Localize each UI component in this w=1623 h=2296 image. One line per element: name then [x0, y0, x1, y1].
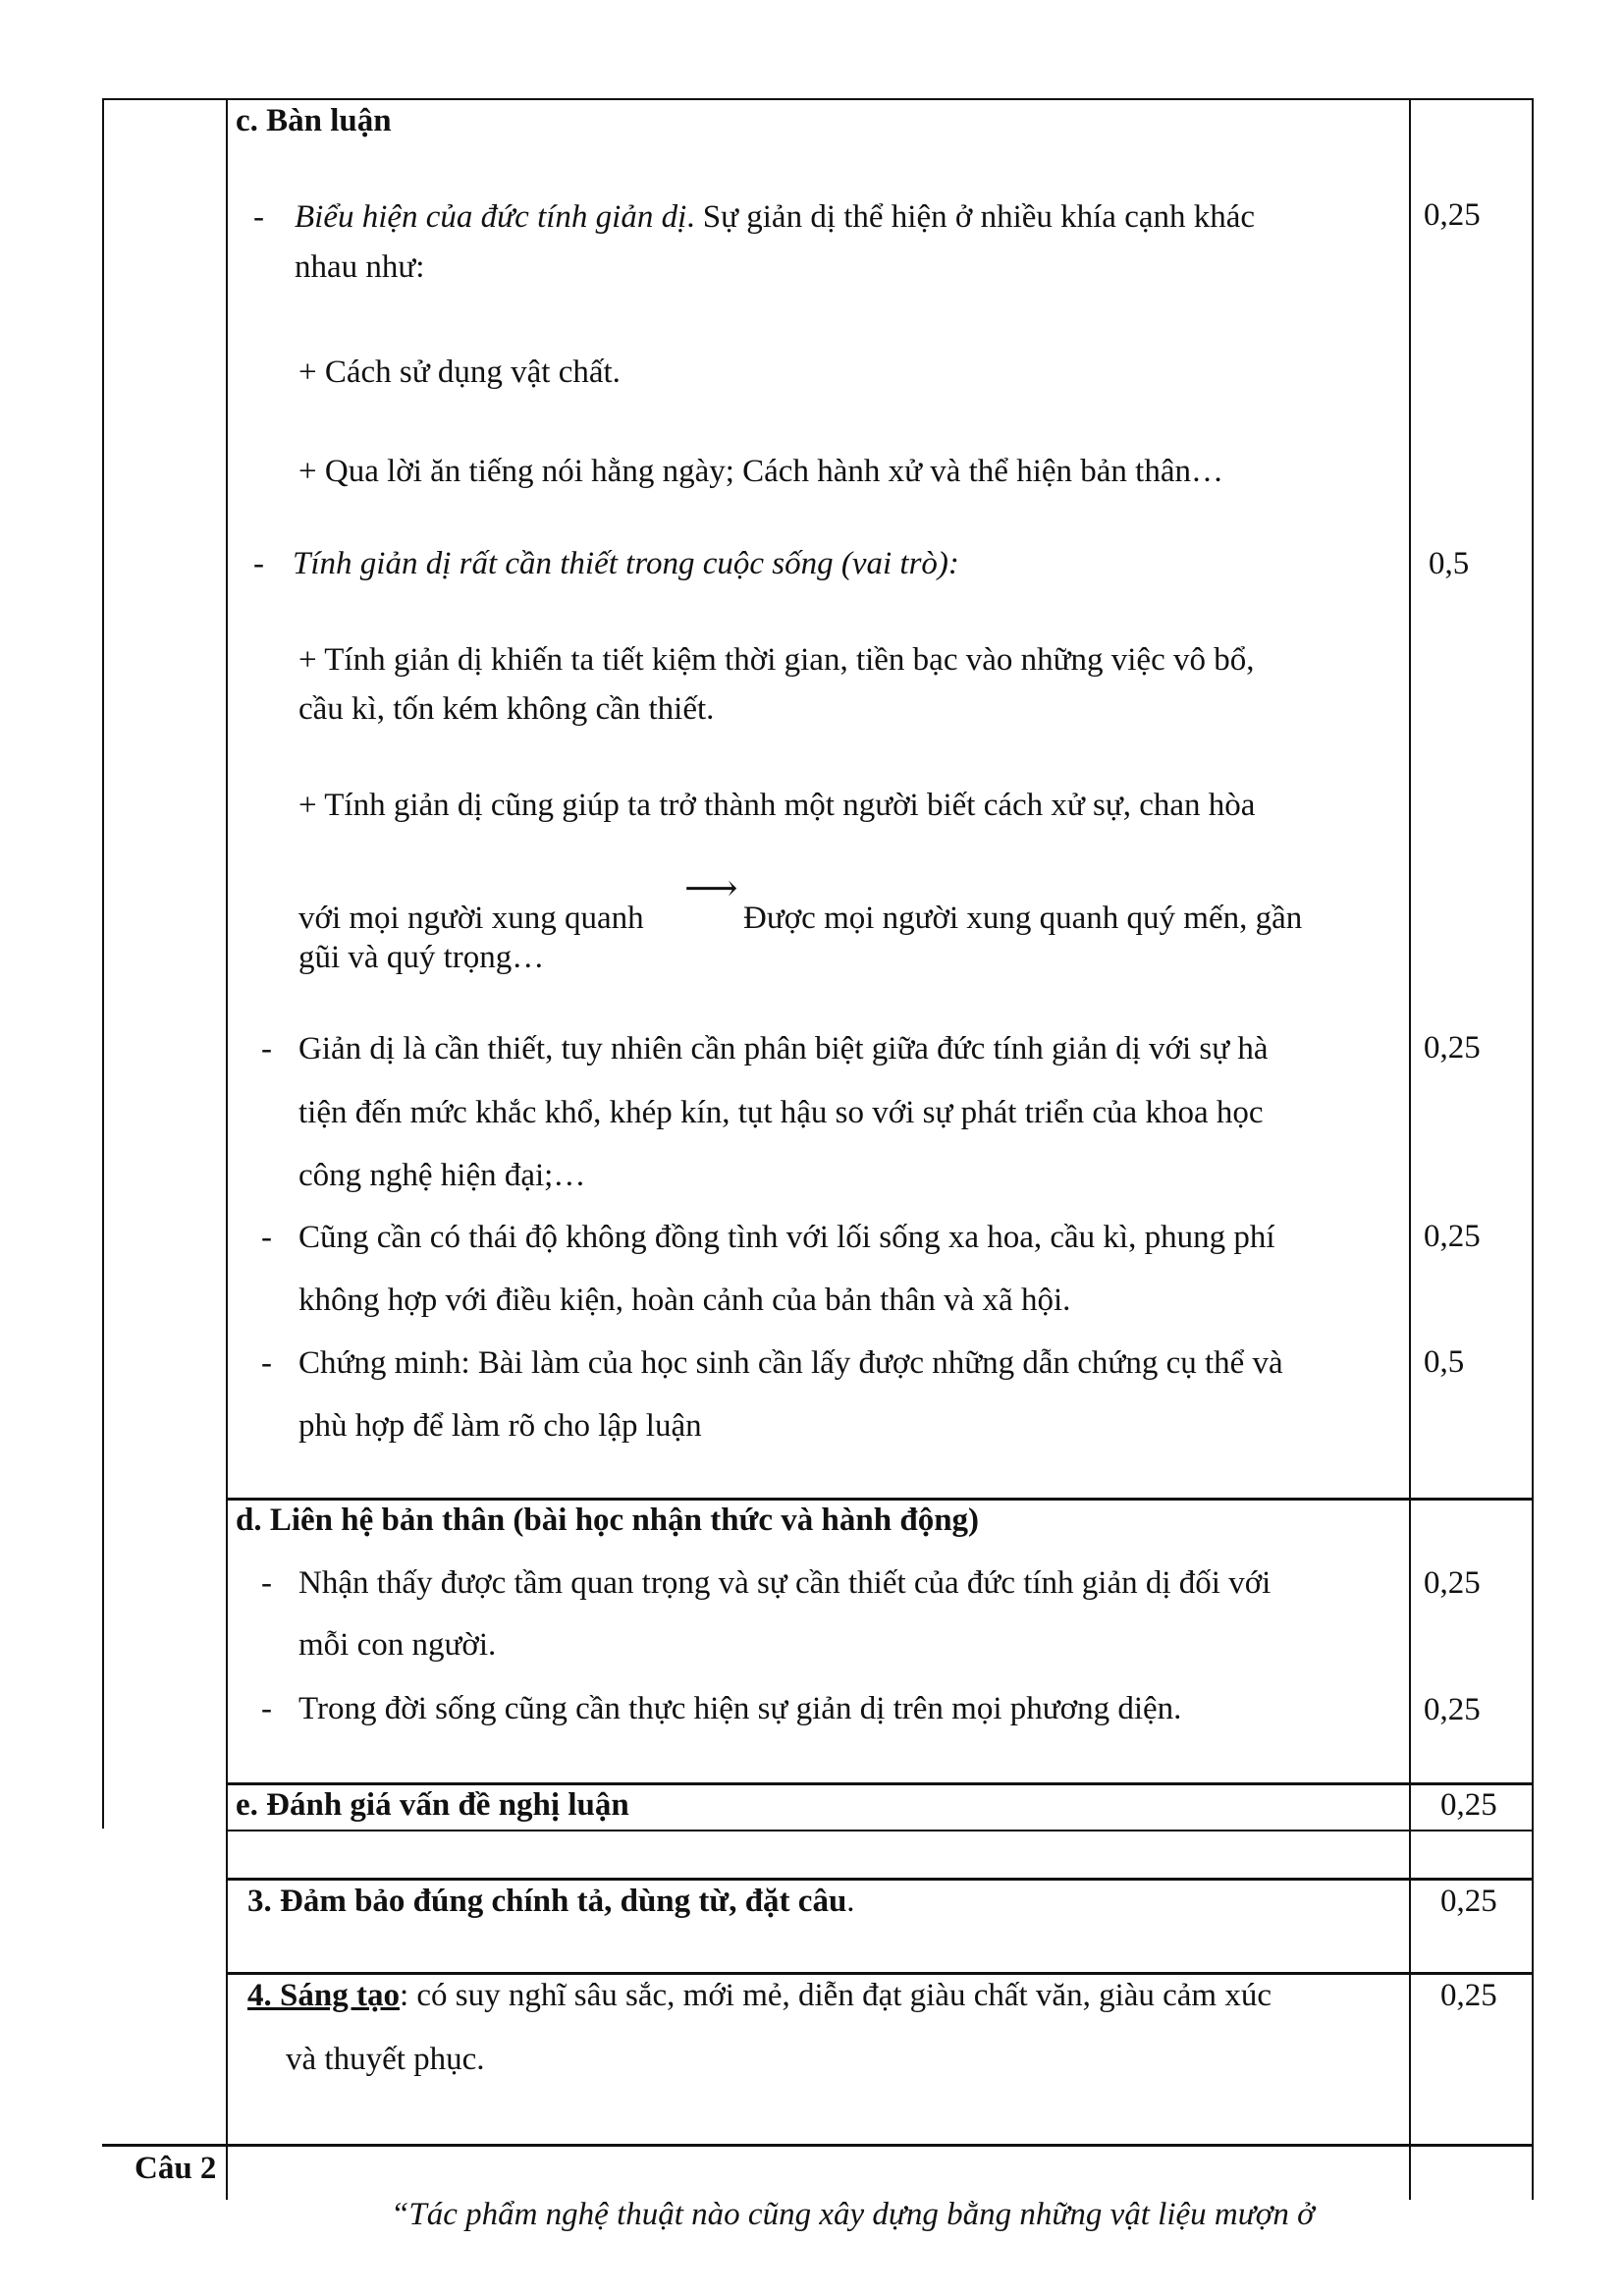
score-c-2: 0,5	[1429, 546, 1470, 581]
section-c-point-3a: Giản dị là cần thiết, tuy nhiên cần phân biệt giữa đức tính giản dị với sự hà	[298, 1031, 1269, 1066]
score-column-left-border	[1409, 98, 1411, 2200]
section-c-point-4a: Cũng cần có thái độ không đồng tình với lối sống xa hoa, cầu kì, phung phí	[298, 1220, 1275, 1255]
section-4	[247, 1976, 1271, 2015]
section-c-point-5b: phù hợp để làm rõ cho lập luận	[298, 1408, 702, 1444]
section-c-point-2: Tính giản dị rất cần thiết trong cuộc sống (vai trò):	[293, 546, 959, 581]
content-column-left-border	[226, 98, 228, 2200]
section-3-heading: 3. Đảm bảo đúng chính tả, dùng từ, đặt câu	[247, 1884, 847, 1919]
section-c-point-1-cont: nhau như:	[295, 249, 425, 285]
point-1-label: Biểu hiện của đức tính giản dị	[295, 199, 687, 235]
table-right-border	[1532, 98, 1534, 2200]
section-3	[247, 1882, 855, 1921]
dash: -	[253, 546, 264, 581]
section-c-heading: c. Bàn luận	[236, 103, 392, 138]
divider-e-bottom	[226, 1830, 1534, 1831]
score-e: 0,25	[1440, 1787, 1497, 1823]
dash: -	[253, 199, 264, 235]
section-c-point-5a: Chứng minh: Bài làm của học sinh cần lấy được những dẫn chứng cụ thể và	[298, 1345, 1283, 1381]
section-4-text: : có suy nghĩ sâu sắc, mới mẻ, diễn đạt giàu chất văn, giàu cảm xúc	[399, 1978, 1271, 2013]
section-d-point-1a: Nhận thấy được tầm quan trọng và sự cần thiết của đức tính giản dị đối với	[298, 1565, 1271, 1601]
section-c-point-2-sub-1b: cầu kì, tốn kém không cần thiết.	[298, 691, 715, 727]
point-1-text: . Sự giản dị thể hiện ở nhiều khía cạnh khác	[686, 199, 1256, 235]
section-4-cont: và thuyết phục.	[286, 2042, 485, 2077]
divider-cau2	[102, 2144, 1534, 2147]
section-c-point-1	[295, 197, 1255, 237]
divider-4	[226, 1972, 1534, 1975]
score-3: 0,25	[1440, 1884, 1497, 1919]
score-c-4: 0,25	[1424, 1219, 1481, 1254]
section-c-point-1-sub-2: + Qua lời ăn tiếng nói hằng ngày; Cách hành xử và thể hiện bản thân…	[298, 454, 1223, 489]
section-c-point-2-sub-2b-post: Được mọi người xung quanh quý mến, gần	[743, 901, 1303, 936]
section-c-point-1-sub-1: + Cách sử dụng vật chất.	[298, 355, 621, 390]
section-d-point-2: Trong đời sống cũng cần thực hiện sự giản dị trên mọi phương diện.	[298, 1691, 1182, 1726]
section-c-point-4b: không hợp với điều kiện, hoàn cảnh của bản thân và xã hội.	[298, 1283, 1071, 1318]
section-4-label: 4. Sáng tạo	[247, 1978, 400, 2013]
section-c-point-2-sub-2b-pre: với mọi người xung quanh	[298, 901, 644, 936]
section-c-point-2-sub-2c: gũi và quý trọng…	[298, 940, 545, 975]
score-c-3: 0,25	[1424, 1030, 1481, 1066]
score-c-1: 0,25	[1424, 197, 1481, 233]
score-c-5: 0,5	[1424, 1344, 1465, 1380]
section-c-point-2-sub-1a: + Tính giản dị khiến ta tiết kiệm thời gian, tiền bạc vào những việc vô bổ,	[298, 642, 1255, 678]
section-3-tail: .	[846, 1884, 855, 1919]
dash: -	[261, 1220, 272, 1255]
dash: -	[261, 1691, 272, 1726]
cau-2-label: Câu 2	[135, 2151, 217, 2186]
score-4: 0,25	[1440, 1978, 1497, 2013]
table-top-border	[102, 98, 1534, 100]
arrow-icon: ⟶	[684, 868, 738, 909]
score-d-2: 0,25	[1424, 1692, 1481, 1727]
cau-2-quote: “Tác phẩm nghệ thuật nào cũng xây dựng bằng những vật liệu mượn ở	[391, 2197, 1315, 2232]
dash: -	[261, 1031, 272, 1066]
section-d-heading: d. Liên hệ bản thân (bài học nhận thức và hành động)	[236, 1503, 980, 1538]
section-c-point-3c: công nghệ hiện đại;…	[298, 1158, 586, 1193]
table-left-border	[102, 98, 104, 1829]
score-d-1: 0,25	[1424, 1565, 1481, 1601]
dash: -	[261, 1345, 272, 1381]
section-d-point-1b: mỗi con người.	[298, 1627, 497, 1663]
section-e-heading: e. Đánh giá vấn đề nghị luận	[236, 1787, 629, 1823]
divider-3	[226, 1878, 1534, 1881]
section-c-point-3b: tiện đến mức khắc khổ, khép kín, tụt hậu so với sự phát triển của khoa học	[298, 1095, 1264, 1130]
section-c-point-2-sub-2a: + Tính giản dị cũng giúp ta trở thành một người biết cách xử sự, chan hòa	[298, 788, 1256, 823]
dash: -	[261, 1565, 272, 1601]
